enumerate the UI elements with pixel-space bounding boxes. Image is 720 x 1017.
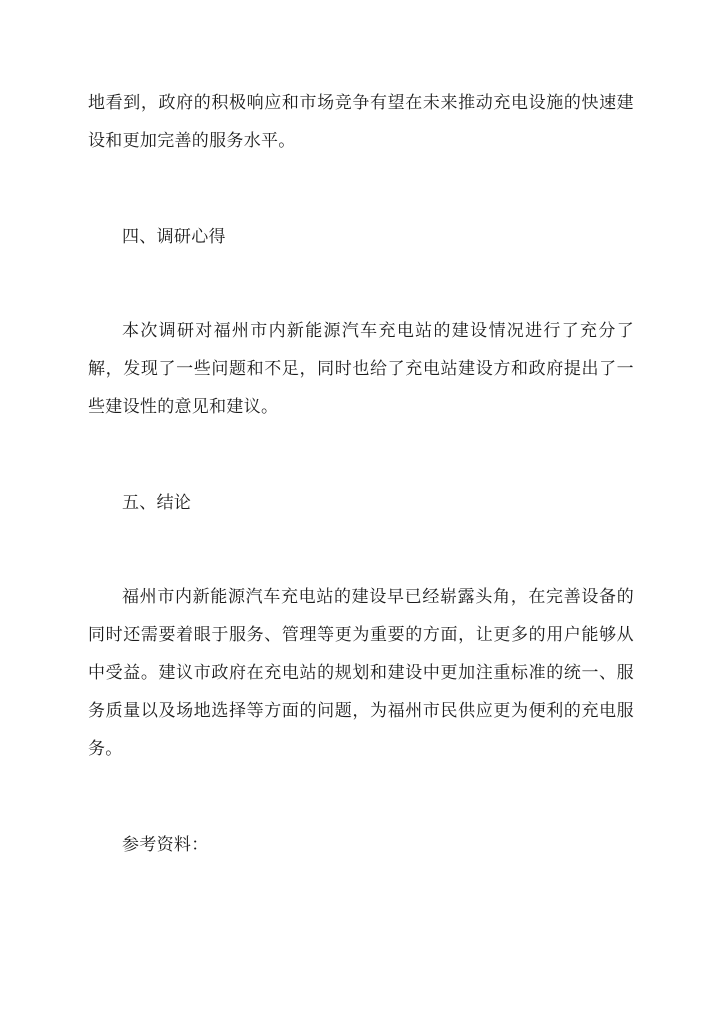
paragraph-research-insights: 本次调研对福州市内新能源汽车充电站的建设情况进行了充分了解，发现了一些问题和不足，同时也给了充电站建设方和政府提出了一些建设性的意见和建议。 — [88, 321, 634, 417]
paragraph-continued: 地看到，政府的积极响应和市场竞争有望在未来推动充电设施的快速建设和更加完善的服务水平。 — [88, 93, 634, 151]
section-heading-four: 四、调研心得 — [122, 227, 226, 247]
spacer — [88, 160, 634, 218]
spacer — [88, 426, 634, 484]
paragraph-conclusion: 福州市内新能源汽车充电站的建设早已经崭露头角，在完善设备的同时还需要着眼于服务、管理等更为重要的方面，让更多的用户能够从中受益。建议市政府在充电站的规划和建设中更加注重标准的统一、服务质量以及场地选择等方面的问题，为福州市民供应更为便利的充电服务。 — [88, 587, 634, 759]
spacer — [88, 522, 634, 578]
document-body — [88, 84, 634, 864]
spacer — [88, 768, 634, 826]
references-heading: 参考资料： — [122, 835, 209, 855]
section-heading-five: 五、结论 — [122, 493, 192, 513]
spacer — [88, 256, 634, 312]
